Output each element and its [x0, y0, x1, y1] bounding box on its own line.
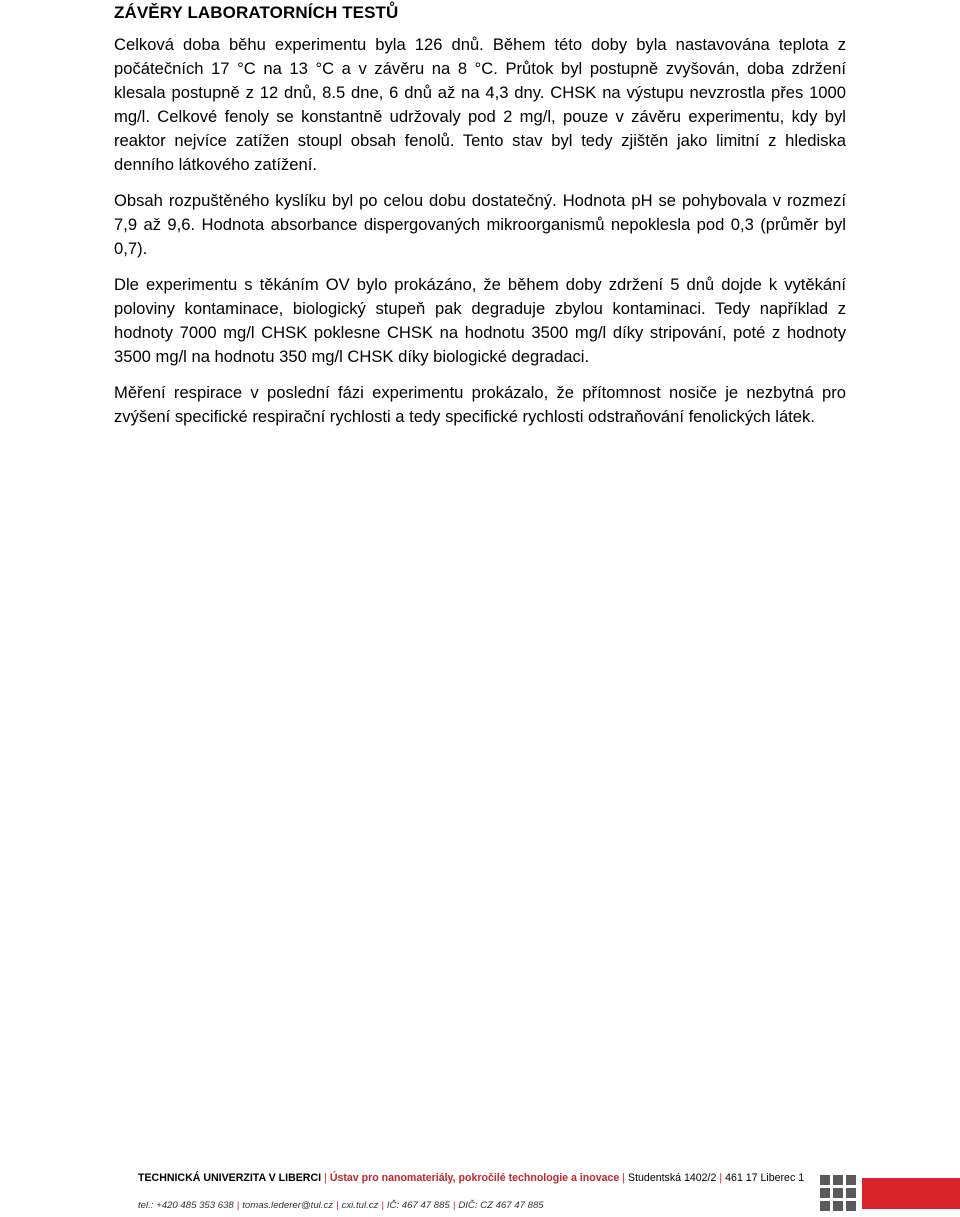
footer-street: Studentská 1402/2 [628, 1172, 717, 1184]
footer-institute: Ústav pro nanomateriály, pokročilé technologie a inovace [329, 1172, 620, 1184]
logo-square [820, 1175, 830, 1185]
footer-separator: | [719, 1172, 723, 1184]
logo-square [846, 1175, 856, 1185]
footer-ic: IČ: 467 47 885 [386, 1200, 450, 1211]
logo-square [833, 1175, 843, 1185]
footer-separator: | [622, 1172, 626, 1184]
tul-red-bar-icon [862, 1178, 960, 1209]
document-body [114, 33, 846, 429]
paragraph-4: Měření respirace v poslední fázi experimentu prokázalo, že přítomnost nosiče je nezbytná pro zvýšení specifické respirační rychlosti a tedy specifické rychlosti odstraňování fenolických látek. [114, 383, 846, 426]
footer-web[interactable]: cxi.tul.cz [341, 1200, 379, 1211]
footer-contact-line [138, 1200, 544, 1211]
footer-separator: | [236, 1200, 240, 1211]
footer-email[interactable]: tomas.lederer@tul.cz [242, 1200, 334, 1211]
footer-phone: tel.: +420 485 353 638 [138, 1200, 234, 1211]
logo-square [820, 1201, 830, 1211]
paragraph-1: Celková doba běhu experimentu byla 126 dnů. Během této doby byla nastavována teplota z počátečních 17 °C na 13 °C a v závěru na 8 °C. Průtok byl postupně zvyšován, doba zdržení klesala postupně z 12 dnů, 8.5 dne, 6 dnů až na 4,3 dny. CHSK na výstupu nevzrostla přes 1000 mg/l. Celkové fenoly se konstantně udržovaly pod 2 mg/l, pouze v závěru experimentu, kdy byl reaktor nejvíce zatížen stoupl obsah fenolů. Tento stav byl tedy zjištěn jako limitní z hlediska denního látkového zatížení. [114, 35, 846, 174]
footer-city: 461 17 Liberec 1 [725, 1172, 805, 1184]
logo-square [846, 1188, 856, 1198]
logo-square [833, 1201, 843, 1211]
tul-grid-logo-icon [820, 1175, 856, 1211]
paragraph-2: Obsah rozpuštěného kyslíku byl po celou dobu dostatečný. Hodnota pH se pohybovala v rozmezí 7,9 až 9,6. Hodnota absorbance dispergovaných mikroorganismů nepoklesla pod 0,3 (průměr byl 0,7). [114, 191, 846, 258]
logo-square [833, 1188, 843, 1198]
footer-address-line [138, 1172, 804, 1184]
logo-square [846, 1201, 856, 1211]
page-title: ZÁVĚRY LABORATORNÍCH TESTŮ [114, 3, 399, 22]
paragraph-3: Dle experimentu s těkáním OV bylo prokázáno, že během doby zdržení 5 dnů dojde k vytěkání poloviny kontaminace, biologický stupeň pak degraduje zbylou kontaminaci. Tedy například z hodnoty 7000 mg/l CHSK poklesne CHSK na hodnotu 3500 mg/l díky stripování, poté z hodnoty 3500 mg/l na hodnotu 350 mg/l CHSK díky biologické degradaci. [114, 275, 846, 366]
footer-dic: DIČ: CZ 467 47 885 [458, 1200, 544, 1211]
footer-separator: | [452, 1200, 456, 1211]
footer-separator: | [324, 1172, 327, 1184]
logo-square [820, 1188, 830, 1198]
footer-separator: | [336, 1200, 339, 1211]
footer-university: TECHNICKÁ UNIVERZITA V LIBERCI [138, 1172, 322, 1184]
footer-separator: | [381, 1200, 384, 1211]
